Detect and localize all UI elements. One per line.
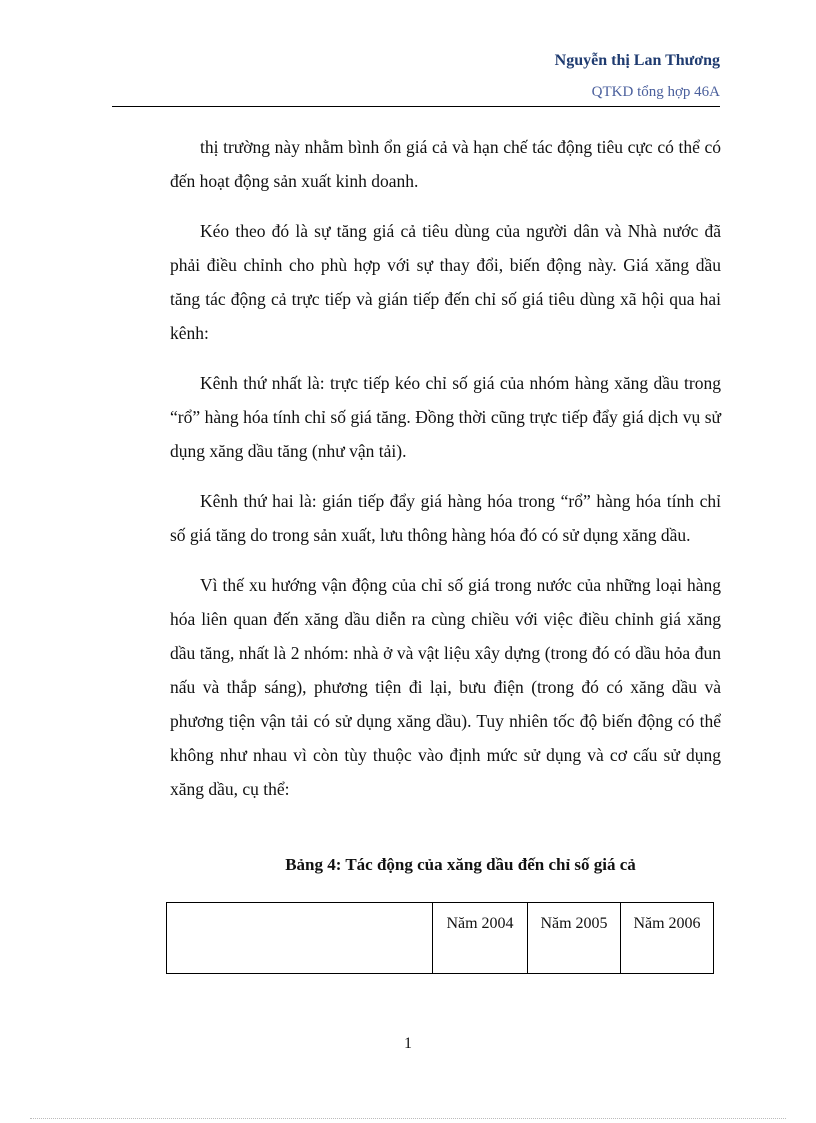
page-bottom-border	[30, 1118, 786, 1119]
table-header-cell: Năm 2005	[528, 903, 621, 974]
paragraph-5: Vì thế xu hướng vận động của chỉ số giá trong nước của những loại hàng hóa liên quan đến xăng dầu diễn ra cùng chiều với việc điều chỉnh giá xăng dầu tăng, nhất là 2 nhóm: nhà ở và vật liệu xây dựng (trong đó có dầu hỏa đun nấu và thắp sáng), phương tiện đi lại, bưu điện (trong đó có xăng dầu và phương tiện vận tải có sử dụng xăng dầu). Tuy nhiên tốc độ biến động có thể không như nhau vì còn tùy thuộc vào định mức sử dụng và cơ cấu sử dụng xăng dầu, cụ thể:	[170, 575, 721, 799]
table-header-cell: Năm 2006	[621, 903, 714, 974]
header-class-name: QTKD tổng hợp 46A	[591, 84, 720, 100]
paragraph-1: thị trường này nhằm bình ổn giá cả và hạn chế tác động tiêu cực có thể có đến hoạt động sản xuất kinh doanh.	[170, 137, 721, 191]
header-divider	[112, 106, 720, 107]
body-text	[170, 130, 721, 822]
header-author: Nguyễn thị Lan Thương	[554, 52, 720, 69]
impact-table	[166, 902, 714, 974]
page-number: 1	[404, 1035, 412, 1052]
paragraph-2: Kéo theo đó là sự tăng giá cả tiêu dùng của người dân và Nhà nước đã phải điều chỉnh cho phù hợp với sự thay đổi, biến động này. Giá xăng dầu tăng tác động cả trực tiếp và gián tiếp đến chỉ số giá tiêu dùng xã hội qua hai kênh:	[170, 221, 721, 343]
table-header-row	[167, 903, 714, 974]
paragraph-4: Kênh thứ hai là: gián tiếp đẩy giá hàng hóa trong “rổ” hàng hóa tính chỉ số giá tăng do trong sản xuất, lưu thông hàng hóa đó có sử dụng xăng dầu.	[170, 491, 721, 545]
table-header-cell	[167, 903, 433, 974]
table-caption: Bảng 4: Tác động của xăng dầu đến chỉ số giá cả	[285, 855, 636, 874]
paragraph-3: Kênh thứ nhất là: trực tiếp kéo chỉ số giá của nhóm hàng xăng dầu trong “rổ” hàng hóa tính chỉ số giá tăng. Đồng thời cũng trực tiếp đẩy giá dịch vụ sử dụng xăng dầu tăng (như vận tải).	[170, 373, 721, 461]
table-header-cell: Năm 2004	[433, 903, 528, 974]
